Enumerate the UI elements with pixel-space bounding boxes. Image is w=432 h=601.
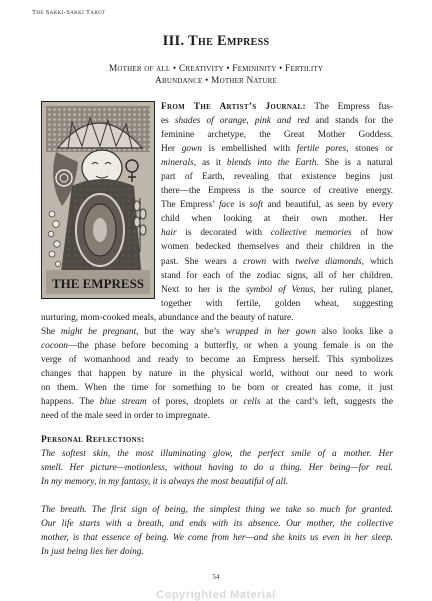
keywords-line: Mother of all • Creativity • Femininity • Fertility xyxy=(108,64,324,74)
text-line: From The Artist’s Journal: The Empress fus- xyxy=(161,102,393,112)
text-line: verge of womanhood and ready to become an Empress herself. This symbolizes xyxy=(41,354,393,365)
text-line: smell. Her picture—motionless, without having to do a thing. Her being—for real. xyxy=(41,463,393,474)
text-line: child when looking at their own mother. Her xyxy=(161,214,393,225)
copyright-watermark: Copyrighted Material xyxy=(156,589,276,601)
text-line: es shades of orange, pink and red and stands for the xyxy=(161,116,393,127)
text-line: stand for each of the zodiac signs, all of her children. xyxy=(161,270,393,281)
text-line: Our life starts with a breath, and ends with its absence. Our mother, the collective xyxy=(41,519,393,530)
keywords xyxy=(0,63,432,87)
text-line: Her gown is embellished with fertile pores, stones or xyxy=(161,144,393,155)
text-line: The Empress’ face is soft and beautiful, as seen by every xyxy=(161,200,393,211)
text-line: nurturing, mom-cooked meals, abundance and the beauty of nature. xyxy=(41,312,294,323)
text-line: In just being lies her doing. xyxy=(41,547,144,558)
text-line: In my memory, in my fantasy, it is always the most beautiful of all. xyxy=(41,477,289,488)
text-line: The breath. The first sign of being, the simplest thing we take so much for granted. xyxy=(41,505,393,515)
reflection-paragraph-2 xyxy=(41,503,393,559)
journal-heading: From The Artist’s Journal: xyxy=(161,102,306,112)
text-line: Next to her is the symbol of Venus, her ruling planet, xyxy=(161,284,393,295)
text-line: on them. When the time for something to be born or created has come, it just xyxy=(41,382,393,393)
reflections-heading: Personal Reflections: xyxy=(41,434,145,445)
chapter-title: III. The Empress xyxy=(162,33,270,49)
text-line: together with fertile, golden wheat, suggesting xyxy=(161,298,393,309)
text-line: minerals, as it blends into the Earth. She is a natural xyxy=(161,158,393,169)
text-line: there—the Empress is the source of creative energy. xyxy=(161,186,393,197)
keywords-line: Abundance • Mother Nature xyxy=(155,76,277,86)
text-line: mother, is that essence of being. We come from her—and she knits us even in her sleep. xyxy=(41,533,393,544)
reflection-paragraph-1 xyxy=(41,447,393,489)
text-line: women bedecked themselves and their children in the xyxy=(161,242,393,253)
text-line: feminine archetype, the Great Mother Goddess. xyxy=(161,130,393,141)
text-line: The softest skin, the most illuminating glow, the perfect smile of a mother. Her xyxy=(41,449,393,459)
text-line: She might be pregnant, but the way she’s wrapped in her gown also looks like a xyxy=(41,326,393,337)
running-header: The Sakki-Sakki Tarot xyxy=(32,9,106,16)
text-line: cocoon—the phase before becoming a butterfly, or when a young female is on the xyxy=(41,340,393,351)
text-line: hair is decorated with collective memories of how xyxy=(161,228,393,239)
text-line: changes that happen by nature in the physical world, without our need to work xyxy=(41,368,393,379)
text-line: need of the male seed in order to impregnate. xyxy=(41,411,210,422)
page-number: 54 xyxy=(212,573,220,581)
text-line: part of Earth, revealing that existence begins just xyxy=(161,172,393,183)
text-line: happens. The blue stream of pores, droplets or cells at the card’s left, suggests the xyxy=(41,396,393,407)
card-label: THE EMPRESS xyxy=(51,276,145,291)
text-line: past. She wears a crown with twelve diamonds, which xyxy=(161,256,393,267)
artist-journal-text xyxy=(41,100,393,423)
